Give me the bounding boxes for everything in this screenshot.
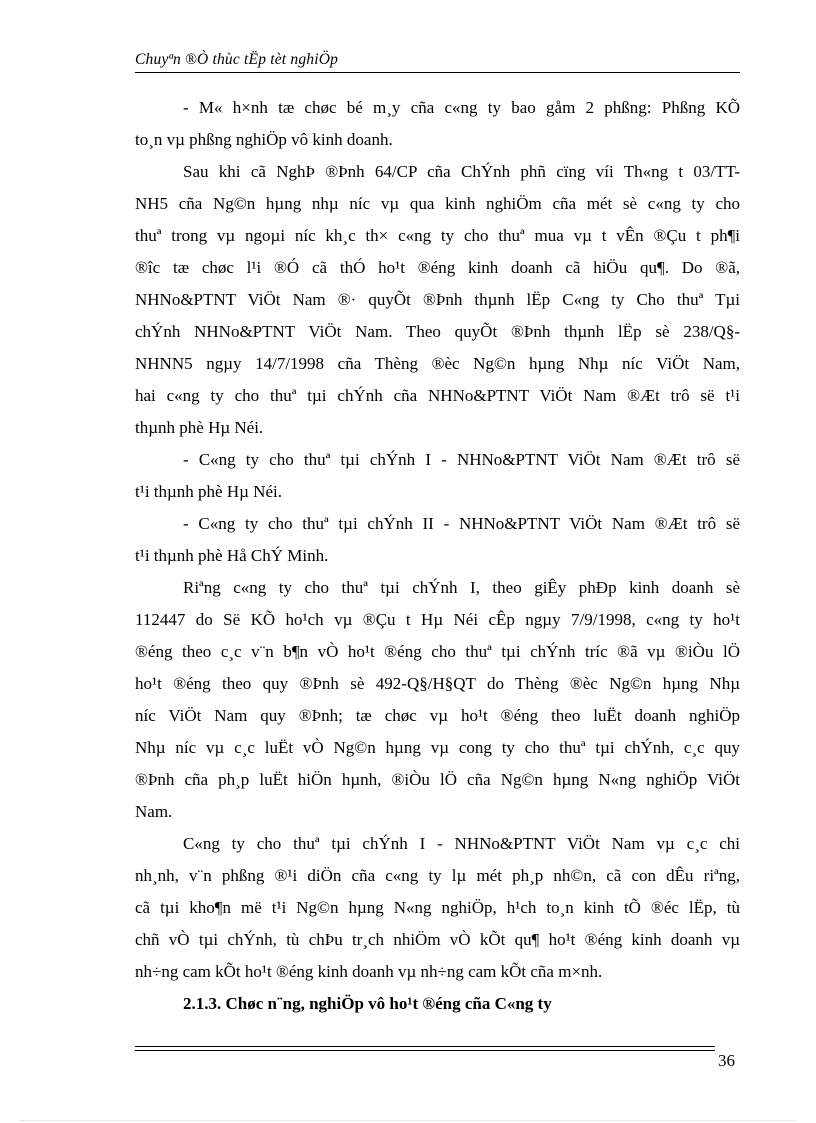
body-line: níc ViÖt Nam quy ®Þnh; tæ chøc vµ ho¹t ®éng theo luËt doanh nghiÖp <box>135 706 740 725</box>
body-line: 112447 do Së KÕ ho¹ch vµ ®Çu t Hµ Néi cÊp ngµy 7/9/1998, c«ng ty ho¹t <box>135 610 740 629</box>
body-line: NHNo&PTNT ViÖt Nam ®· quyÕt ®Þnh thµnh lËp C«ng ty Cho thuª Tµi <box>135 290 740 309</box>
body-text <box>135 92 740 1020</box>
body-line: t¹i thµnh phè Hå ChÝ Minh. <box>135 546 329 565</box>
page-edge <box>20 1120 796 1121</box>
body-line: chñ vÒ tµi chÝnh, tù chÞu tr¸ch nhiÖm vÒ kÕt qu¶ ho¹t ®éng kinh doanh vµ <box>135 930 740 949</box>
header-rule <box>135 72 740 73</box>
footer-rule-top <box>135 1046 715 1047</box>
body-line: t¹i thµnh phè Hµ Néi. <box>135 482 282 501</box>
footer-rule-bottom <box>135 1050 715 1051</box>
body-line: Nam. <box>135 802 173 821</box>
body-line: Sau khi cã NghÞ ®Þnh 64/CP cña ChÝnh phñ cïng víi Th«ng t 03/TT- <box>183 162 740 181</box>
body-line: hai c«ng ty cho thuª tµi chÝnh cña NHNo&PTNT ViÖt Nam ®Æt trô së t¹i <box>135 386 740 405</box>
body-line: - C«ng ty cho thuª tµi chÝnh II - NHNo&PTNT ViÖt Nam ®Æt trô së <box>183 514 740 533</box>
body-line: chÝnh NHNo&PTNT ViÖt Nam. Theo quyÕt ®Þnh thµnh lËp sè 238/Q§- <box>135 322 740 341</box>
body-line: nh÷ng cam kÕt ho¹t ®éng kinh doanh vµ nh÷ng cam kÕt cña m×nh. <box>135 962 603 981</box>
body-line: - C«ng ty cho thuª tµi chÝnh I - NHNo&PTNT ViÖt Nam ®Æt trô së <box>183 450 740 469</box>
body-line: ®îc tæ chøc l¹i ®Ó cã thÓ ho¹t ®éng kinh doanh cã hiÖu qu¶. Do ®ã, <box>135 258 740 277</box>
running-header: Chuyªn ®Ò thùc tËp tèt nghiÖp <box>135 51 339 68</box>
body-line: nh¸nh, v¨n phßng ®¹i diÖn cña c«ng ty lµ mét ph¸p nh©n, cã con dÊu riªng, <box>135 866 740 885</box>
body-line: ®Þnh cña ph¸p luËt hiÖn hµnh, ®iÒu lÖ cña Ng©n hµng N«ng nghiÖp ViÖt <box>135 770 740 789</box>
body-line: NH5 cña Ng©n hµng nhµ níc vµ qua kinh nghiÖm cña mét sè c«ng ty cho <box>135 194 740 213</box>
body-line: thµnh phè Hµ Néi. <box>135 418 264 437</box>
page-number: 36 <box>718 1051 735 1070</box>
body-line: NHNN5 ngµy 14/7/1998 cña Thèng ®èc Ng©n hµng Nhµ níc ViÖt Nam, <box>135 354 740 373</box>
body-line: ho¹t ®éng theo quy ®Þnh sè 492-Q§/H§QT do Thèng ®èc Ng©n hµng Nhµ <box>135 674 740 693</box>
section-heading: 2.1.3. Chøc n¨ng, nghiÖp vô ho¹t ®éng cña C«ng ty <box>183 994 552 1013</box>
body-line: cã tµi kho¶n më t¹i Ng©n hµng N«ng nghiÖp, h¹ch to¸n kinh tÕ ®éc lËp, tù <box>135 898 740 917</box>
body-line: ®éng theo c¸c v¨n b¶n vÒ ho¹t ®éng cho thuª tµi chÝnh tríc ®ã vµ ®iÒu lÖ <box>135 642 740 661</box>
body-line: to¸n vµ phßng nghiÖp vô kinh doanh. <box>135 130 393 149</box>
body-line: Nhµ níc vµ c¸c luËt vÒ Ng©n hµng vµ cong ty cho thuª tµi chÝnh, c¸c quy <box>135 738 740 757</box>
body-line: Riªng c«ng ty cho thuª tµi chÝnh I, theo giÊy phÐp kinh doanh sè <box>183 578 740 597</box>
body-line: - M« h×nh tæ chøc bé m¸y cña c«ng ty bao gåm 2 phßng: Phßng KÕ <box>183 98 740 117</box>
body-line: thuª trong vµ ngoµi níc kh¸c th× c«ng ty cho thuª mua vµ t vÊn ®Çu t ph¶i <box>135 226 740 245</box>
body-line: C«ng ty cho thuª tµi chÝnh I - NHNo&PTNT ViÖt Nam vµ c¸c chi <box>183 834 740 853</box>
